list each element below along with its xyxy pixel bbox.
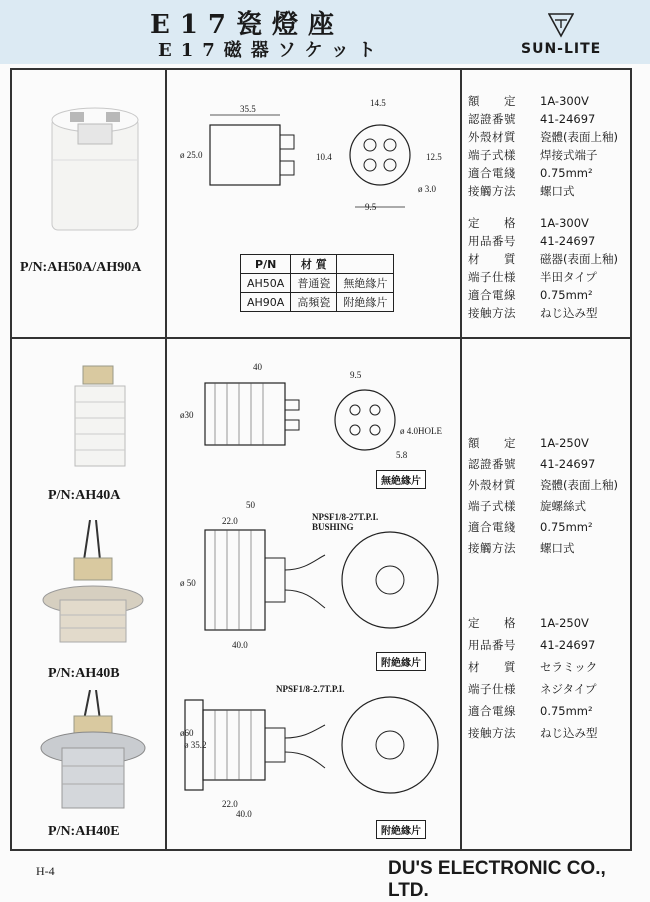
bushing-spec: NPSF1/8-27T.P.I. [312,512,379,522]
spec-value: 1A-250V [540,616,589,630]
spec-value: 41-24697 [540,234,596,248]
table-cell: 無絶緣片 [337,274,394,293]
spec-value: 半田タイプ [540,270,597,284]
spec-label: 適合電線 [468,288,516,302]
spec-row [468,634,598,656]
insulator-tag: 附絶緣片 [376,652,426,671]
bushing-label: BUSHING [312,522,354,532]
dim-length: 50 [246,500,255,510]
spec-value: 1A-250V [540,435,589,450]
spec-label: 端子式樣 [468,148,516,162]
spec-row [468,612,598,634]
table-cell: AH90A [241,293,291,312]
part-number-ah40e: P/N:AH40E [48,824,120,839]
spec-value: 0.75mm² [540,288,593,302]
insulator-tag: 附絶緣片 [376,820,426,839]
divider-right [460,68,462,851]
spec-value: 1A-300V [540,216,589,230]
dim-diameter: ø 35.2 [184,740,207,750]
section-divider [10,337,632,339]
dim-width: 14.5 [370,98,386,108]
spec-block-cn-1 [468,92,618,200]
table-header-row [241,255,394,274]
spec-value: 磁器(表面上釉) [540,252,618,266]
dim-length: 40 [253,362,262,372]
insulator-tag: 無絶緣片 [376,470,426,489]
table-cell: 高頻瓷 [291,293,337,312]
table-cell: AH50A [241,274,291,293]
spec-label: 用品番号 [468,234,516,248]
spec-label: 用品番号 [468,638,516,652]
spec-label: 端子仕様 [468,270,516,284]
spec-label: 外殼材質 [468,477,516,492]
spec-label: 接触方法 [468,306,516,320]
product-photo-ah50a [40,100,150,240]
spec-label: 適合電綫 [468,166,516,180]
spec-block-jp-1 [468,214,618,322]
dim-hole: ø 4.0HOLE [400,426,442,436]
spec-block-cn-2 [468,432,618,558]
spec-label: 外殼材質 [468,130,516,144]
spec-row [468,453,618,474]
spec-label: 適合電線 [468,704,516,718]
spec-label: 接触方法 [468,726,516,740]
drawing-ah50a [175,95,455,225]
spec-value: 41-24697 [540,456,596,471]
table-row [241,293,394,312]
product-photo-ah40b [38,520,148,650]
spec-block-jp-2 [468,612,598,744]
spec-row [468,656,598,678]
spec-row [468,722,598,744]
spec-label: 適合電綫 [468,519,516,534]
divider-left [165,68,167,851]
part-number-ah40b: P/N:AH40B [48,666,120,681]
brand-name: SUN-LITE [521,41,602,57]
brand-logo-icon [548,12,574,38]
table-header: P/N [241,255,291,274]
spec-value: 瓷體(表面上釉) [540,477,618,492]
part-number-ah50a: P/N:AH50A/AH90A [20,260,142,275]
spec-label: 定 格 [468,616,516,630]
spec-value: ねじ込み型 [540,726,598,740]
spec-row [468,92,618,110]
spec-row [468,286,618,304]
spec-value: 瓷體(表面上釉) [540,130,618,144]
spec-value: ねじ込み型 [540,306,598,320]
dim-diameter: ø30 [180,410,194,420]
drawing-ah40a [175,358,455,478]
spec-row [468,214,618,232]
spec-row [468,516,618,537]
spec-row [468,268,618,286]
spec-value: 0.75mm² [540,519,593,534]
spec-row [468,474,618,495]
table-cell: 附絶緣片 [337,293,394,312]
spec-row [468,700,598,722]
page-subtitle: E17磁器ソケット [158,40,385,61]
header-band [0,0,650,64]
spec-value: 旋螺絲式 [540,498,586,513]
thread-spec: NPSF1/8-2.7T.P.I. [276,684,345,694]
spec-value: 螺口式 [540,184,575,198]
dim-thread: 22.0 [222,516,238,526]
spec-label: 接觸方法 [468,540,516,555]
spec-value: ネジタイプ [540,682,597,696]
spec-label: 材 質 [468,660,516,674]
spec-value: セラミック [540,660,598,674]
company-name: DU'S ELECTRONIC CO., LTD. [388,858,606,901]
spec-row [468,128,618,146]
dim-flange: ø60 [180,728,194,738]
material-table [240,254,394,312]
table-header: 材 質 [291,255,337,274]
part-number-ah40a: P/N:AH40A [48,488,121,503]
spec-label: 認證番號 [468,456,516,471]
spec-label: 定 格 [468,216,516,230]
spec-row [468,146,618,164]
dim-diameter: ø 50 [180,578,196,588]
spec-row [468,250,618,268]
dim-offset: 5.8 [396,450,408,460]
drawing-ah40e [175,680,455,820]
spec-row [468,537,618,558]
spec-value: 焊接式端子 [540,148,598,162]
dim-diameter: ø 25.0 [180,150,203,160]
spec-value: 0.75mm² [540,166,593,180]
table-cell: 普通瓷 [291,274,337,293]
spec-label: 額 定 [468,435,516,450]
table-header [337,255,394,274]
dim-hole: ø 3.0 [418,184,436,194]
spec-value: 41-24697 [540,638,596,652]
table-row [241,274,394,293]
spec-value: 41-24697 [540,112,596,126]
spec-label: 材 質 [468,252,516,266]
spec-row [468,304,618,322]
dim-spacing: 9.5 [365,202,377,212]
spec-value: 螺口式 [540,540,575,555]
dim-length: 35.5 [240,104,256,114]
product-photo-ah40a [55,362,145,472]
spec-label: 接觸方法 [468,184,516,198]
page-title: E17瓷燈座 [150,10,344,40]
spec-row [468,232,618,250]
dim-spacing: 9.5 [350,370,362,380]
dim-thread: 22.0 [222,799,238,809]
spec-label: 端子仕様 [468,682,516,696]
spec-label: 端子式樣 [468,498,516,513]
spec-row [468,164,618,182]
spec-label: 認證番號 [468,112,516,126]
spec-row [468,495,618,516]
dim-height: 12.5 [426,152,442,162]
dim-body: 40.0 [236,809,252,819]
spec-row [468,678,598,700]
dim-pin-gap: 10.4 [316,152,332,162]
page-number: H-4 [36,864,55,878]
spec-value: 0.75mm² [540,704,593,718]
spec-row [468,110,618,128]
product-photo-ah40e [38,690,148,815]
spec-row [468,182,618,200]
dim-body: 40.0 [232,640,248,650]
spec-row [468,432,618,453]
spec-value: 1A-300V [540,94,589,108]
spec-label: 額 定 [468,94,516,108]
